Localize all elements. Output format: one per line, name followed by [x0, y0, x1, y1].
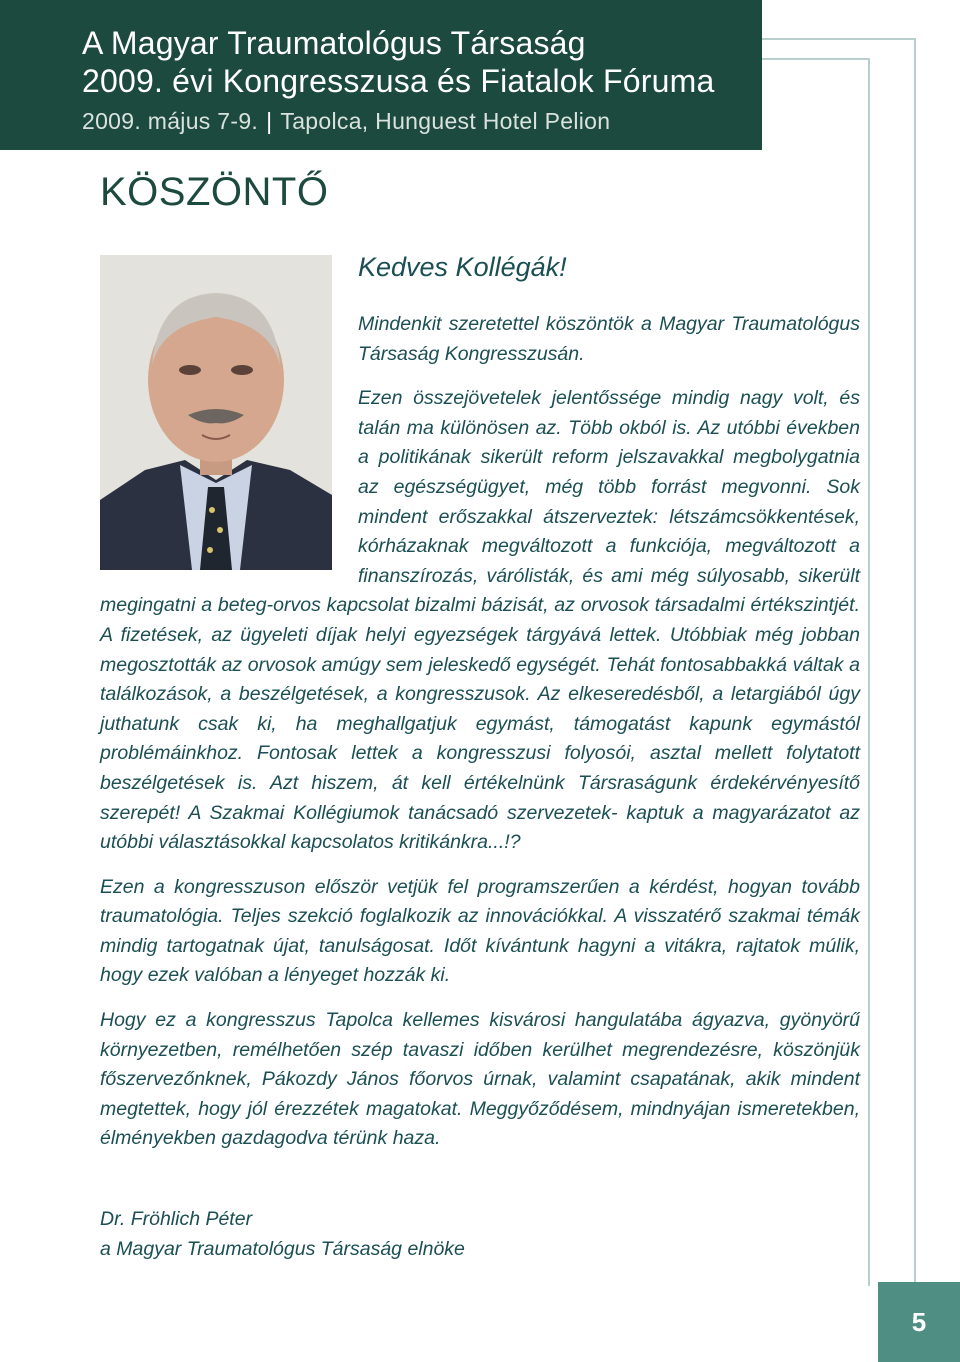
paragraph-4: Hogy ez a kongresszus Tapolca kellemes kisvárosi hangulatába ágyazva, gyönyörű környezetben, remélhetően szép tavaszi időben kerülhet megrendezésre, köszönjük főszervezőnknek, Pákozdy János főorvos úrnak, valamint csapatának, akik mindent megtettek, hogy jól érezzétek magatokat. Meggyőződésem, mindnyájan ismeretekben, élményekben gazdagodva térünk haza. [100, 1009, 860, 1150]
signature [100, 1204, 465, 1264]
signature-name: Dr. Fröhlich Péter [100, 1208, 253, 1230]
paragraph-1: Mindenkit szeretettel köszöntök a Magyar Traumatológus Társaság Kongresszusán. [358, 313, 860, 365]
photo-wrap-spacer [100, 310, 358, 572]
event-location: Tapolca, Hunguest Hotel Pelion [280, 108, 611, 134]
signature-role: a Magyar Traumatológus Társaság elnöke [100, 1238, 465, 1260]
header-subtitle [82, 108, 610, 135]
salutation: Kedves Kollégák! [358, 252, 567, 282]
header-title-line2: 2009. évi Kongresszusa és Fiatalok Fóruma [82, 63, 715, 99]
header-band [0, 0, 762, 150]
page-number: 5 [878, 1282, 960, 1362]
section-title: KÖSZÖNTŐ [100, 170, 329, 214]
letter-body [100, 310, 860, 1169]
header-separator: | [266, 108, 273, 134]
header-title [82, 24, 752, 100]
paragraph-2: Ezen összejövetelek jelentőssége mindig nagy volt, és talán ma különösen az. Több okból is. Az utóbbi években a politikának sikerült reform jelszavakkal megbolygatnia az egészségügyet, még több forrást megvonni. Sok mindent erőszakkal átszerveztek: létszámcsökkentések, kórházaknak megváltozott a funkciója, megváltozott a finanszírozás, várólisták, és ami még súlyosabb, sikerült megingatni a beteg-orvos kapcsolat bizalmi bázisát, az orvosok társadalmi értékszintjét. A fizetések, az ügyeleti díjak helyi egyezségek tárgyává lettek. Utóbbiak még jobban megosztották az orvosok amúgy sem jeleskedő egységét. Tehát fontosabbakká váltak a találkozások, a beszélgetések, a kongresszusok. Az elkeseredésből, a letargiából úgy juthatunk csak ki, ha meghallgatjuk egymást, támogatást kapunk egymástól problémáinkhoz. Fontosak lettek a kongresszusi folyosói, asztal mellett folytatott beszélgetések is. Azt hiszem, át kell értékelnünk Társraságunk érdekérvényesítő szerepét! A Szakmai Kollégiumok tanácsadó szervezetek- kaptuk a magyarázatot az utóbbi választásokkal kapcsolatos kritikánkra...!? [100, 387, 860, 854]
event-date: 2009. május 7-9. [82, 108, 259, 134]
paragraph-3: Ezen a kongresszuson először vetjük fel programszerűen a kérdést, hogyan tovább traumatológia. Teljes szekció foglalkozik az innovációkkal. A visszatérő szakmai témák mindig tartogatnak újat, tanulságosat. Időt kívántunk hagyni a vitákra, rajtatok múlik, hogy ezek valóban a lényeget hozzák ki. [100, 875, 860, 987]
header-title-line1: A Magyar Traumatológus Társaság [82, 25, 586, 61]
